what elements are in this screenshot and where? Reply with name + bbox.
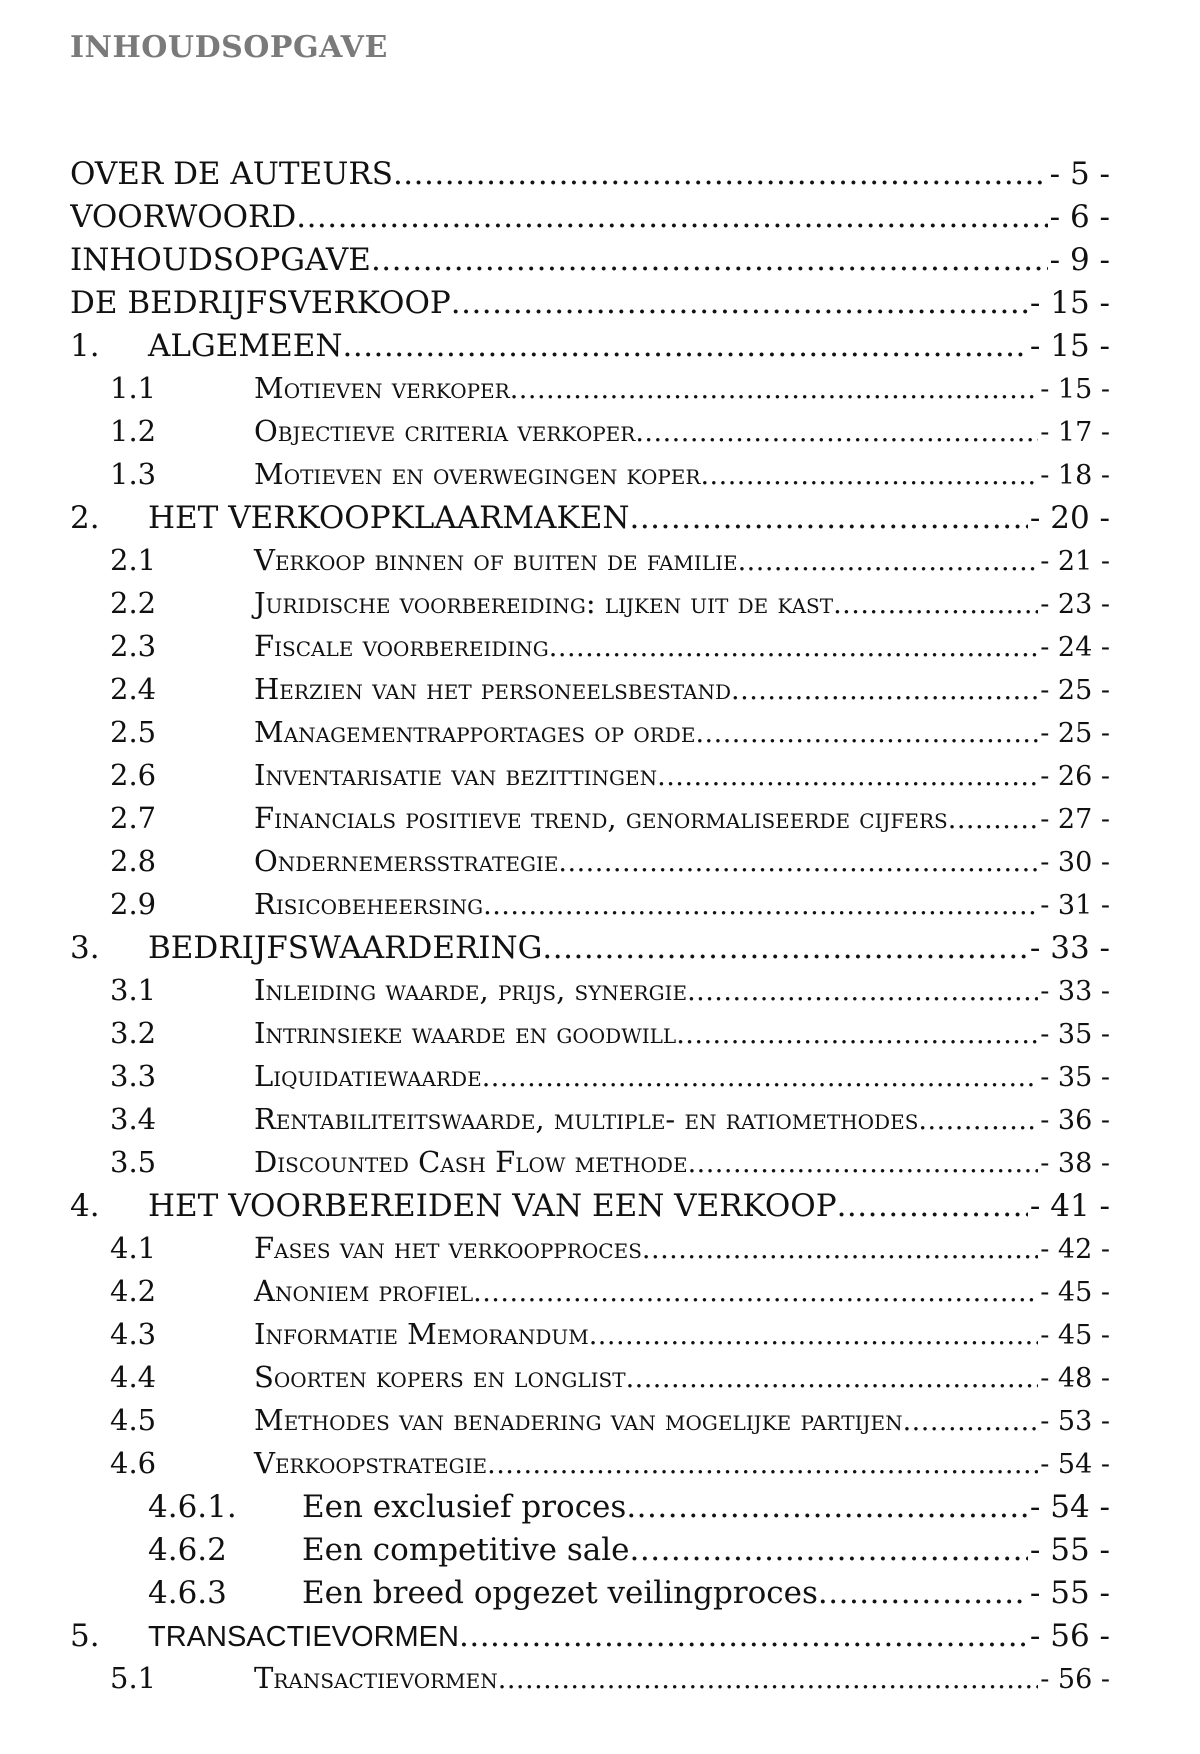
toc-dot-leader	[833, 589, 1038, 620]
toc-entry-number: 4.2	[110, 1274, 157, 1308]
toc-entry-number: 2.8	[110, 844, 157, 878]
toc-entry-page: - 54 -	[1029, 1489, 1110, 1525]
toc-entry-page: - 24 -	[1040, 632, 1110, 663]
toc-entry-page: - 6 -	[1049, 199, 1110, 235]
toc-entry[interactable]	[70, 1016, 1110, 1059]
toc-entry-page: - 15 -	[1029, 285, 1110, 321]
toc-entry-title: Objectieve criteria verkoper	[254, 414, 636, 448]
toc-entry-number: 3.1	[110, 973, 157, 1007]
toc-entry[interactable]	[70, 1317, 1110, 1360]
toc-entry-number: 3.5	[110, 1145, 157, 1179]
toc-entry-title: Inventarisatie van bezittingen	[254, 758, 658, 792]
toc-entry-title: Herzien van het personeelsbestand	[254, 672, 732, 706]
toc-entry[interactable]	[70, 328, 1110, 371]
toc-dot-leader	[510, 374, 1039, 405]
toc-entry-title: Liquidatiewaarde	[254, 1059, 482, 1093]
toc-entry-title: Fiscale voorbereiding	[254, 629, 549, 663]
toc-entry[interactable]	[70, 844, 1110, 887]
toc-entry-page: - 33 -	[1040, 976, 1110, 1007]
toc-entry-page: - 42 -	[1040, 1234, 1110, 1265]
toc-dot-leader	[542, 930, 1027, 966]
toc-entry[interactable]	[70, 586, 1110, 629]
toc-dot-leader	[626, 1489, 1028, 1525]
toc-entry-number: 4.6.3	[148, 1575, 227, 1611]
toc-dot-leader	[393, 156, 1048, 192]
page-title: INHOUDSOPGAVE	[70, 30, 388, 65]
toc-entry-title: Managementrapportages op orde	[254, 715, 696, 749]
toc-dot-leader	[343, 328, 1028, 364]
toc-dot-leader	[695, 718, 1038, 749]
toc-entry[interactable]	[70, 1661, 1110, 1704]
toc-entry-page: - 38 -	[1040, 1148, 1110, 1179]
toc-entry[interactable]	[70, 672, 1110, 715]
toc-entry-title: Inleiding waarde, prijs, synergie	[254, 973, 688, 1007]
toc-entry-page: - 45 -	[1040, 1277, 1110, 1308]
toc-dot-leader	[818, 1575, 1028, 1611]
toc-dot-leader	[700, 460, 1038, 491]
toc-entry-title: Risicobeheersing	[254, 887, 484, 921]
toc-dot-leader	[558, 847, 1038, 878]
toc-entry-page: - 25 -	[1040, 675, 1110, 706]
toc-entry[interactable]	[70, 1188, 1110, 1231]
toc-entry-number: 2.7	[110, 801, 157, 835]
toc-entry-number: 2.2	[110, 586, 157, 620]
toc-entry-title: BEDRIJFSWAARDERING	[148, 930, 543, 966]
toc-entry-title: DE BEDRIJFSVERKOOP	[70, 285, 451, 321]
toc-entry-number: 2.6	[110, 758, 157, 792]
toc-entry[interactable]	[70, 414, 1110, 457]
toc-entry-title: Motieven verkoper	[254, 371, 510, 405]
toc-entry-title: Intrinsieke waarde en goodwill	[254, 1016, 677, 1050]
toc-entry-title: Fases van het verkoopproces	[254, 1231, 642, 1265]
toc-entry-title: Juridische voorbereiding: lijken uit de kast	[254, 586, 834, 620]
toc-dot-leader	[642, 1234, 1038, 1265]
toc-dot-leader	[483, 890, 1038, 921]
toc-entry-title: Een exclusief proces	[302, 1489, 627, 1525]
toc-entry-page: - 56 -	[1040, 1664, 1110, 1695]
toc-entry-page: - 55 -	[1029, 1532, 1110, 1568]
toc-entry[interactable]	[70, 887, 1110, 930]
toc-entry[interactable]	[70, 1403, 1110, 1446]
toc-entry-number: 2.	[70, 500, 100, 536]
toc-dot-leader	[629, 500, 1027, 536]
toc-entry-page: - 56 -	[1029, 1618, 1110, 1654]
toc-entry[interactable]	[70, 457, 1110, 500]
toc-dot-leader	[371, 242, 1048, 278]
toc-entry-title: ALGEMEEN	[148, 328, 343, 364]
toc-entry-number: 5.1	[110, 1661, 157, 1695]
toc-entry[interactable]	[70, 500, 1110, 543]
toc-dot-leader	[731, 675, 1038, 706]
toc-entry-page: - 21 -	[1040, 546, 1110, 577]
toc-entry[interactable]	[70, 715, 1110, 758]
toc-entry[interactable]	[70, 801, 1110, 844]
toc-dot-leader	[635, 417, 1038, 448]
toc-entry-title: INHOUDSOPGAVE	[70, 242, 371, 278]
toc-entry-number: 4.6	[110, 1446, 157, 1480]
toc-dot-leader	[903, 1406, 1039, 1437]
toc-entry-title: Transactievormen	[254, 1661, 498, 1695]
toc-entry-page: - 35 -	[1040, 1062, 1110, 1093]
toc-entry-title: Een competitive sale	[302, 1532, 630, 1568]
toc-entry-page: - 30 -	[1040, 847, 1110, 878]
toc-dot-leader	[657, 761, 1038, 792]
toc-entry-title: HET VOORBEREIDEN VAN EEN VERKOOP	[148, 1188, 837, 1224]
toc-entry-title: VOORWOORD	[70, 199, 297, 235]
toc-entry-title: Motieven en overwegingen koper	[254, 457, 701, 491]
toc-entry-page: - 5 -	[1049, 156, 1110, 192]
toc-dot-leader	[738, 546, 1039, 577]
toc-dot-leader	[918, 1105, 1038, 1136]
toc-entry-page: - 26 -	[1040, 761, 1110, 792]
toc-entry-title: Financials positieve trend, genormaliseerde cijfers	[254, 801, 948, 835]
toc-entry-number: 4.	[70, 1188, 100, 1224]
toc-entry-title: Methodes van benadering van mogelijke partijen	[254, 1403, 903, 1437]
toc-entry[interactable]	[70, 371, 1110, 414]
toc-entry-page: - 33 -	[1029, 930, 1110, 966]
toc-entry-title: Discounted Cash Flow methode	[254, 1145, 688, 1179]
toc-entry-page: - 45 -	[1040, 1320, 1110, 1351]
toc-entry[interactable]	[70, 1360, 1110, 1403]
toc-entry-number: 4.4	[110, 1360, 157, 1394]
toc-entry-number: 4.6.1.	[148, 1489, 237, 1525]
toc-entry-page: - 53 -	[1040, 1406, 1110, 1437]
toc-entry-title: Verkoopstrategie	[254, 1446, 488, 1480]
toc-entry[interactable]	[70, 1145, 1110, 1188]
toc-entry[interactable]	[70, 930, 1110, 973]
toc-entry-number: 3.3	[110, 1059, 157, 1093]
toc-entry-number: 2.9	[110, 887, 157, 921]
toc-entry-number: 4.1	[110, 1231, 157, 1265]
toc-entry-page: - 17 -	[1040, 417, 1110, 448]
toc-entry-page: - 25 -	[1040, 718, 1110, 749]
toc-entry[interactable]	[70, 1059, 1110, 1102]
toc-entry-number: 2.1	[110, 543, 157, 577]
toc-entry-page: - 35 -	[1040, 1019, 1110, 1050]
toc-entry-page: - 27 -	[1040, 804, 1110, 835]
toc-entry-page: - 41 -	[1029, 1188, 1110, 1224]
toc-entry-page: - 55 -	[1029, 1575, 1110, 1611]
toc-dot-leader	[676, 1019, 1038, 1050]
toc-entry[interactable]	[70, 1532, 1110, 1575]
toc-dot-leader	[451, 285, 1028, 321]
toc-entry[interactable]	[70, 1446, 1110, 1489]
toc-entry[interactable]	[70, 629, 1110, 672]
toc-entry-title: HET VERKOOPKLAARMAKEN	[148, 500, 630, 536]
toc-entry-page: - 31 -	[1040, 890, 1110, 921]
toc-entry-number: 4.3	[110, 1317, 157, 1351]
toc-dot-leader	[296, 199, 1047, 235]
toc-entry-title: Verkoop binnen of buiten de familie	[254, 543, 738, 577]
toc-entry-number: 3.2	[110, 1016, 157, 1050]
table-of-contents	[70, 156, 1110, 1704]
toc-dot-leader	[630, 1532, 1028, 1568]
toc-dot-leader	[459, 1618, 1028, 1654]
toc-dot-leader	[837, 1188, 1028, 1224]
toc-entry[interactable]	[70, 973, 1110, 1016]
toc-entry[interactable]	[70, 758, 1110, 801]
toc-entry-page: - 36 -	[1040, 1105, 1110, 1136]
toc-entry-title: Rentabiliteitswaarde, multiple- en ratiomethodes	[254, 1102, 919, 1136]
toc-entry-page: - 18 -	[1040, 460, 1110, 491]
toc-entry[interactable]	[70, 285, 1110, 328]
toc-entry-number: 3.	[70, 930, 100, 966]
toc-entry-page: - 9 -	[1049, 242, 1110, 278]
toc-dot-leader	[687, 976, 1038, 1007]
toc-entry-page: - 48 -	[1040, 1363, 1110, 1394]
toc-dot-leader	[549, 632, 1038, 663]
toc-entry-number: 4.6.2	[148, 1532, 227, 1568]
toc-entry-title: TRANSACTIEVORMEN	[148, 1621, 459, 1653]
toc-entry-title: Informatie Memorandum	[254, 1317, 589, 1351]
toc-entry[interactable]	[70, 156, 1110, 199]
toc-dot-leader	[626, 1363, 1039, 1394]
toc-dot-leader	[482, 1062, 1039, 1093]
toc-entry-page: - 20 -	[1029, 500, 1110, 536]
toc-entry-title: Ondernemersstrategie	[254, 844, 559, 878]
toc-dot-leader	[589, 1320, 1039, 1351]
toc-entry-number: 1.	[70, 328, 100, 364]
toc-entry-page: - 15 -	[1040, 374, 1110, 405]
toc-entry-number: 5.	[70, 1618, 100, 1654]
toc-entry[interactable]	[70, 1489, 1110, 1532]
toc-entry-title: Soorten kopers en longlist	[254, 1360, 626, 1394]
toc-entry-title: OVER DE AUTEURS	[70, 156, 393, 192]
toc-entry-number: 2.5	[110, 715, 157, 749]
toc-dot-leader	[498, 1664, 1038, 1695]
toc-entry[interactable]	[70, 1274, 1110, 1317]
toc-entry[interactable]	[70, 242, 1110, 285]
toc-entry-number: 2.3	[110, 629, 157, 663]
toc-dot-leader	[487, 1449, 1038, 1480]
toc-entry-number: 1.3	[110, 457, 157, 491]
toc-dot-leader	[473, 1277, 1038, 1308]
toc-entry-number: 1.1	[110, 371, 157, 405]
toc-entry-page: - 23 -	[1040, 589, 1110, 620]
toc-entry[interactable]	[70, 1575, 1110, 1618]
toc-entry-title: Anoniem profiel	[254, 1274, 474, 1308]
toc-dot-leader	[948, 804, 1038, 835]
toc-entry-page: - 54 -	[1040, 1449, 1110, 1480]
toc-entry[interactable]	[70, 1102, 1110, 1145]
toc-entry-title: Een breed opgezet veilingproces	[302, 1575, 818, 1611]
toc-entry-number: 4.5	[110, 1403, 157, 1437]
toc-entry-page: - 15 -	[1029, 328, 1110, 364]
toc-entry-number: 3.4	[110, 1102, 157, 1136]
toc-entry-number: 1.2	[110, 414, 157, 448]
toc-entry[interactable]	[70, 1618, 1110, 1661]
toc-entry[interactable]	[70, 543, 1110, 586]
toc-dot-leader	[688, 1148, 1039, 1179]
toc-entry[interactable]	[70, 1231, 1110, 1274]
toc-entry-number: 2.4	[110, 672, 157, 706]
toc-entry[interactable]	[70, 199, 1110, 242]
